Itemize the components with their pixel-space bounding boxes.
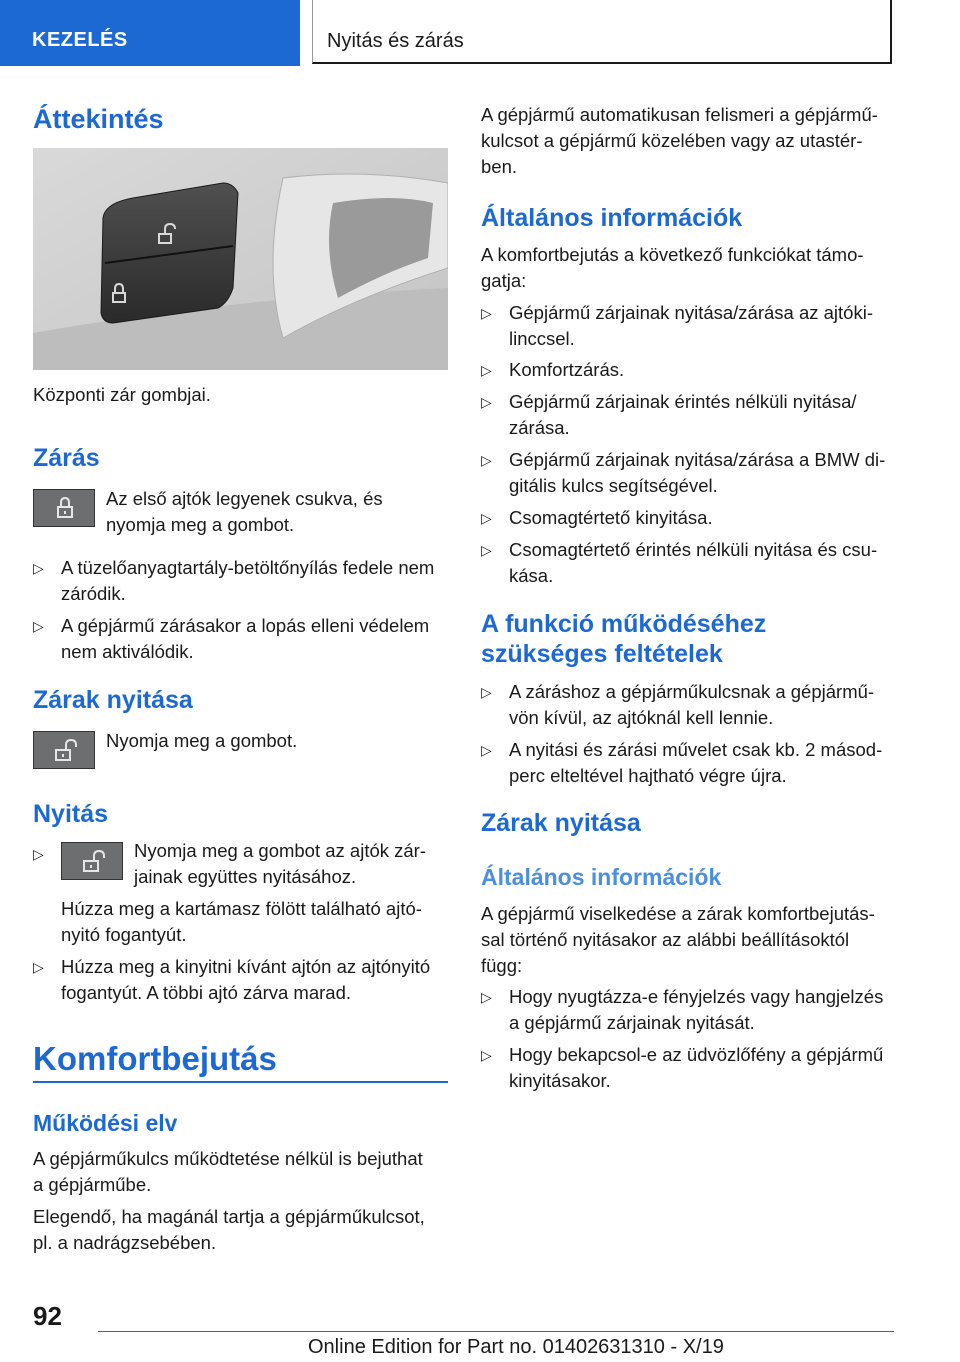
triangle-bullet-icon: ▷	[481, 362, 492, 378]
principle-p1-line-1: A gépjárműkulcs működtetése nélkül is bejuthat	[33, 1148, 423, 1169]
footer-rule	[98, 1331, 894, 1332]
lock-text-line-1: Az első ajtók legyenek csukva, és	[106, 488, 383, 509]
general-text-line-2: gatja:	[481, 270, 527, 291]
triangle-bullet-icon: ▷	[33, 959, 44, 975]
intro-line-1: A gépjármű automatikusan felismeri a gépjármű-	[481, 104, 878, 125]
heading-rule	[33, 1081, 448, 1083]
comfort-access-heading: Komfortbejutás	[33, 1040, 277, 1077]
open-bullet-2: ▷ Húzza meg a kinyitni kívánt ajtón az ajtónyitó fogantyút. A többi ajtó zárva marad.	[33, 956, 431, 1003]
principle-p2-line-2: pl. a nadrágzsebében.	[33, 1232, 217, 1253]
triangle-bullet-icon: ▷	[481, 542, 492, 558]
unlock-text-line-3: függ:	[481, 955, 523, 976]
section-tab	[0, 0, 300, 66]
unlock-text-line-2: sal történő nyitásakor az alábbi beállításoktól	[481, 929, 850, 950]
triangle-bullet-icon: ▷	[33, 846, 44, 862]
requirements-bullet-1: ▷ A záráshoz a gépjárműkulcsnak a gépjármű- vön kívül, az ajtóknál kell lennie.	[481, 681, 875, 728]
principle-heading: Működési elv	[33, 1110, 178, 1136]
general-bullet-6: ▷ Csomagtértető érintés nélküli nyitása és csu- kása.	[481, 539, 878, 586]
lock-button-icon	[33, 489, 95, 527]
overview-heading: Áttekintés	[33, 104, 164, 134]
triangle-bullet-icon: ▷	[481, 394, 492, 410]
unlock-general-heading: Általános információk	[481, 864, 722, 890]
open-bullet-1-line-4: nyitó fogantyút.	[61, 924, 187, 945]
triangle-bullet-icon: ▷	[481, 452, 492, 468]
edition-footer: Online Edition for Part no. 01402631310 - X/19	[308, 1336, 724, 1358]
unlock-bullet-2: ▷ Hogy bekapcsol-e az üdvözlőfény a gépjármű kinyitásakor.	[481, 1044, 884, 1091]
principle-p2-line-1: Elegendő, ha magánál tartja a gépjárműkulcsot,	[33, 1206, 425, 1227]
open-bullet-1-line-1: Nyomja meg a gombot az ajtók zár-	[134, 840, 427, 861]
intro-line-2: kulcsot a gépjármű közelében vagy az utastér-	[481, 130, 863, 151]
triangle-bullet-icon: ▷	[481, 684, 492, 700]
general-bullet-1: ▷ Gépjármű zárjainak nyitása/zárása az ajtóki- linccsel.	[481, 302, 873, 349]
triangle-bullet-icon: ▷	[33, 618, 44, 634]
lock-bullet-2: ▷ A gépjármű zárásakor a lopás elleni védelem nem aktiválódik.	[33, 615, 430, 662]
unlock-button-icon	[33, 731, 95, 769]
requirements-heading-line-1: A funkció működéséhez	[481, 610, 767, 638]
chapter-tab	[312, 0, 892, 64]
open-bullet-1-line-2: jainak együttes nyitásához.	[134, 866, 357, 887]
section-label: KEZELÉS	[32, 29, 128, 51]
unlock-button-icon	[61, 842, 123, 880]
lock-bullet-1: ▷ A tüzelőanyagtartály-betöltőnyílás fedele nem záródik.	[33, 557, 435, 604]
open-heading: Nyitás	[33, 800, 109, 828]
triangle-bullet-icon: ▷	[481, 305, 492, 321]
requirements-bullet-2: ▷ A nyitási és zárási művelet csak kb. 2 másod- perc elteltével hajtható végre újra.	[481, 739, 883, 786]
unlock-text-line-1: A gépjármű viselkedése a zárak komfortbejutás-	[481, 903, 875, 924]
triangle-bullet-icon: ▷	[33, 560, 44, 576]
unlock-heading-right: Zárak nyitása	[481, 809, 641, 837]
triangle-bullet-icon: ▷	[481, 1047, 492, 1063]
triangle-bullet-icon: ▷	[481, 742, 492, 758]
intro-line-3: ben.	[481, 156, 518, 177]
lock-heading: Zárás	[33, 444, 100, 472]
general-bullet-3: ▷ Gépjármű zárjainak érintés nélküli nyitása/ zárása.	[481, 391, 857, 438]
lock-text-line-2: nyomja meg a gombot.	[106, 514, 295, 535]
unlock-bullet-1: ▷ Hogy nyugtázza-e fényjelzés vagy hangjelzés a gépjármű zárjainak nyitását.	[481, 986, 884, 1033]
triangle-bullet-icon: ▷	[481, 510, 492, 526]
general-bullet-4: ▷ Gépjármű zárjainak nyitása/zárása a BMW di- gitális kulcs segítségével.	[481, 449, 886, 496]
unlock-text: Nyomja meg a gombot.	[106, 730, 298, 751]
general-text-line-1: A komfortbejutás a következő funkciókat támo-	[481, 244, 864, 265]
general-bullet-5: ▷ Csomagtértető kinyitása.	[481, 505, 901, 531]
general-heading: Általános információk	[481, 204, 743, 232]
photo-caption: Központi zár gombjai.	[33, 384, 211, 405]
page-number: 92	[33, 1301, 62, 1331]
open-bullet-1-line-3: Húzza meg a kartámasz fölött található ajtó-	[61, 898, 422, 919]
unlock-heading: Zárak nyitása	[33, 686, 193, 714]
requirements-heading-line-2: szükséges feltételek	[481, 640, 723, 668]
principle-p1-line-2: a gépjárműbe.	[33, 1174, 152, 1195]
chapter-label: Nyitás és zárás	[327, 30, 464, 52]
triangle-bullet-icon: ▷	[481, 989, 492, 1005]
general-bullet-2: ▷ Komfortzárás.	[481, 357, 901, 383]
door-lock-buttons-photo	[33, 148, 448, 370]
